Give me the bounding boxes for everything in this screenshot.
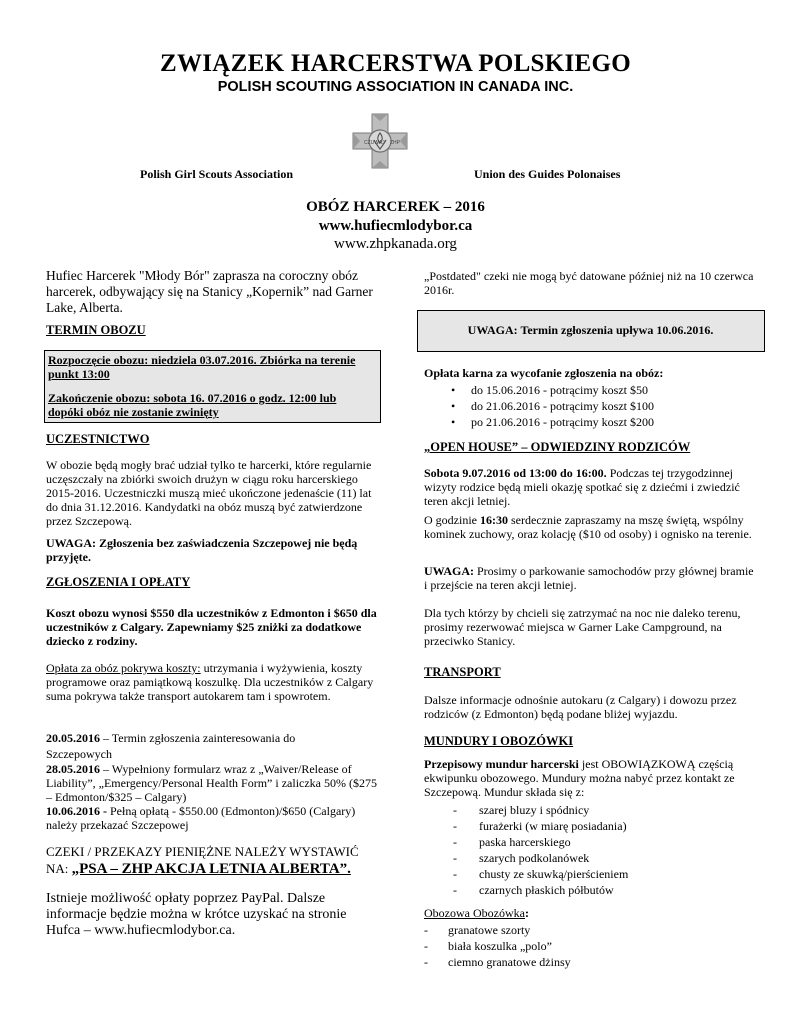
scout-cross-emblem-icon (352, 113, 408, 169)
uniform-item: - paska harcerskiego (453, 835, 571, 849)
deadline-1-text: – Termin zgłoszenia zainteresowania do Szczepowych (46, 731, 296, 761)
overnight-info: Dla tych którzy by chcieli się zatrzymać na noc nie daleko terenu, prosimy rezerwować miejsca w Garner Lake Campground, na przeciwko Stanicy. (424, 606, 741, 648)
event-website-secondary[interactable]: www.zhpkanada.org (334, 236, 457, 252)
penalty-list (451, 382, 754, 430)
camp-start: Rozpoczęcie obozu: niedziela 03.07.2016. Zbiórka na terenie punkt 13:00 (48, 353, 356, 381)
obozowka-heading: Obozowa Obozówka: (424, 906, 529, 920)
zgloszenia-heading: ZGŁOSZENIA I OPŁATY (46, 575, 191, 589)
deadline-2 (46, 762, 382, 804)
transport-heading: TRANSPORT (424, 665, 501, 679)
camp-cost: Koszt obozu wynosi $550 dla uczestników z Edmonton i $650 dla uczestników z Calgary. Zapewniamy $25 zniżki za dodatkowe dziecko z rodziny. (46, 606, 377, 648)
open-house-desc: Podczas tej trzygodzinnej wizyty rodzice będą mieli okazję spotkać się z dziećmi i zwiedzić teren akcji letniej. (424, 466, 740, 508)
payment-coverage-text: utrzymania i wyżywienia, koszty programowe oraz pamiątkową koszulkę. Dla uczestników z Calgary suma pokrywa także transport autokarem tam i spowrotem. (46, 661, 374, 703)
penalty-item: • do 21.06.2016 - potrącimy koszt $100 (451, 399, 654, 413)
penalty-item: • po 21.06.2016 - potrącimy koszt $200 (451, 415, 654, 429)
uniform-item: - szarych podkolanówek (453, 851, 590, 865)
uczestnictwo-heading: UCZESTNICTWO (46, 432, 150, 446)
organization-subtitle: POLISH SCOUTING ASSOCIATION IN CANADA INC. (217, 79, 574, 95)
parking-note-label: UWAGA: (424, 564, 474, 578)
termin-box (44, 350, 381, 423)
deadline-1 (46, 730, 364, 762)
obozowka-list (424, 922, 724, 970)
uniform-item: - szarej bluzy i spódnicy (453, 803, 590, 817)
uniform-item: - czarnych płaskich półbutów (453, 883, 614, 897)
payment-coverage-label: Opłata za obóz pokrywa koszty: (46, 661, 201, 675)
obozowka-item: - granatowe szorty (424, 923, 531, 937)
obozowka-item: - ciemno granatowe dżinsy (424, 955, 571, 969)
emblem-left-text: CZUWAJ (364, 140, 385, 146)
intro-paragraph: Hufiec Harcerek "Młody Bór" zaprasza na coroczny obóz harcerek, odbywający się na Stanicy „Kopernik” nad Garner Lake, Alberta. (46, 268, 373, 315)
uwaga-deadline-box (417, 310, 765, 352)
mass-info: O godzinie 16:30 serdecznie zapraszamy na mszę świętą, wspólny kominek zuchowy, oraz kolację ($10 od osoby) i ognisko na terenie. (424, 513, 752, 541)
transport-text: Dalsze informacje odnośnie autokaru (z Calgary) i dowozu przez rodziców (z Edmonton) będą podane bliżej wyjazdu. (424, 693, 737, 721)
deadline-3 (46, 804, 382, 832)
right-organization: Union des Guides Polonaises (474, 167, 621, 181)
obozowka-heading-text: Obozowa Obozówka (424, 906, 525, 920)
payment-coverage (46, 661, 376, 703)
cheques-payee-line (46, 861, 386, 877)
event-title: OBÓZ HARCEREK – 2016 (306, 199, 485, 215)
cheques-line: CZEKI / PRZEKAZY PIENIĘŻNE NALEŻY WYSTAWIĆ (46, 844, 359, 859)
cheques-payee-prefix: NA: (46, 861, 72, 876)
uniform-info-bold: Przepisowy mundur harcerski (424, 757, 579, 771)
postdated-note: „Postdated" czeki nie mogą być datowane później niż na 10 czerwca 2016r. (424, 269, 754, 297)
deadline-3-date: 10.06.2016 - (46, 804, 107, 818)
obozowka-item: - biała koszulka „polo” (424, 939, 552, 953)
uczestnictwo-text: W obozie będą mogły brać udział tylko te harcerki, które regularnie uczęszczały na zbiórki swoich drużyn w ciągu roku harcerskiego 2015-2016. Uczestniczki muszą mieć ukończone jedenaście (11) lat do dnia 31.12.2016. Kandydatki na obóz muszą być zatwierdzone przez Szczepową. (46, 458, 372, 528)
uniform-list (453, 802, 753, 898)
parking-note: UWAGA: Prosimy o parkowanie samochodów przy głównej bramie i przejście na teren akcji letniej. (424, 564, 754, 592)
termin-heading: TERMIN OBOZU (46, 323, 146, 337)
uwaga-deadline-text: UWAGA: Termin zgłoszenia upływa 10.06.2016. (467, 323, 714, 337)
uniform-info: Przepisowy mundur harcerski jest OBOWIĄZKOWĄ częścią ekwipunku obozowego. Mundury można nabyć przez kontakt ze Szczepową. Mundur składa się z: (424, 757, 735, 799)
open-house-date: Sobota 9.07.2016 od 13:00 do 16:00. (424, 466, 607, 480)
paypal-info: Istnieje możliwość opłaty poprzez PayPal. Dalsze informacje będzie można w krótce uzyskać na stronie Hufca – www.hufiecmlodybor.ca. (46, 891, 347, 938)
uwaga-szczepowa: UWAGA: Zgłoszenia bez zaświadczenia Szczepowej nie będą przyjęte. (46, 536, 358, 564)
deadline-1-date: 20.05.2016 (46, 731, 100, 745)
mundury-heading: MUNDURY I OBOZÓWKI (424, 734, 574, 748)
uniform-item: - chusty ze skuwką/pierścieniem (453, 867, 629, 881)
left-organization: Polish Girl Scouts Association (140, 167, 294, 181)
camp-end: Zakończenie obozu: sobota 16. 07.2016 o godz. 12:00 lub dopóki obóz nie zostanie zwinięty (48, 391, 337, 419)
uniform-item: - furażerki (w miarę posiadania) (453, 819, 627, 833)
event-website-primary[interactable]: www.hufiecmlodybor.ca (318, 218, 473, 234)
mass-time: 16:30 (480, 513, 508, 527)
deadline-3-text: Pełną opłatą - $550.00 (Edmonton)/$650 (Calgary) należy przekazać Szczepowej (46, 804, 356, 832)
emblem-right-text: ZHP (390, 140, 400, 146)
deadline-2-text: – Wypełniony formularz wraz z „Waiver/Release of Liability”, „Emergency/Personal Health Form” i zaliczka 50% ($275 – Edmonton/$325 – Calgary) (46, 762, 378, 804)
deadline-2-date: 28.05.2016 (46, 762, 100, 776)
open-house-heading: „OPEN HOUSE” – ODWIEDZINY RODZICÓW (424, 440, 691, 454)
organization-title: ZWIĄZEK HARCERSTWA POLSKIEGO (159, 50, 631, 77)
open-house-text (424, 466, 754, 508)
penalty-heading: Opłata karna za wycofanie zgłoszenia na obóz: (424, 366, 664, 380)
cheques-payee: „PSA – ZHP AKCJA LETNIA ALBERTA”. (71, 861, 351, 877)
penalty-item: • do 15.06.2016 - potrącimy koszt $50 (451, 383, 648, 397)
